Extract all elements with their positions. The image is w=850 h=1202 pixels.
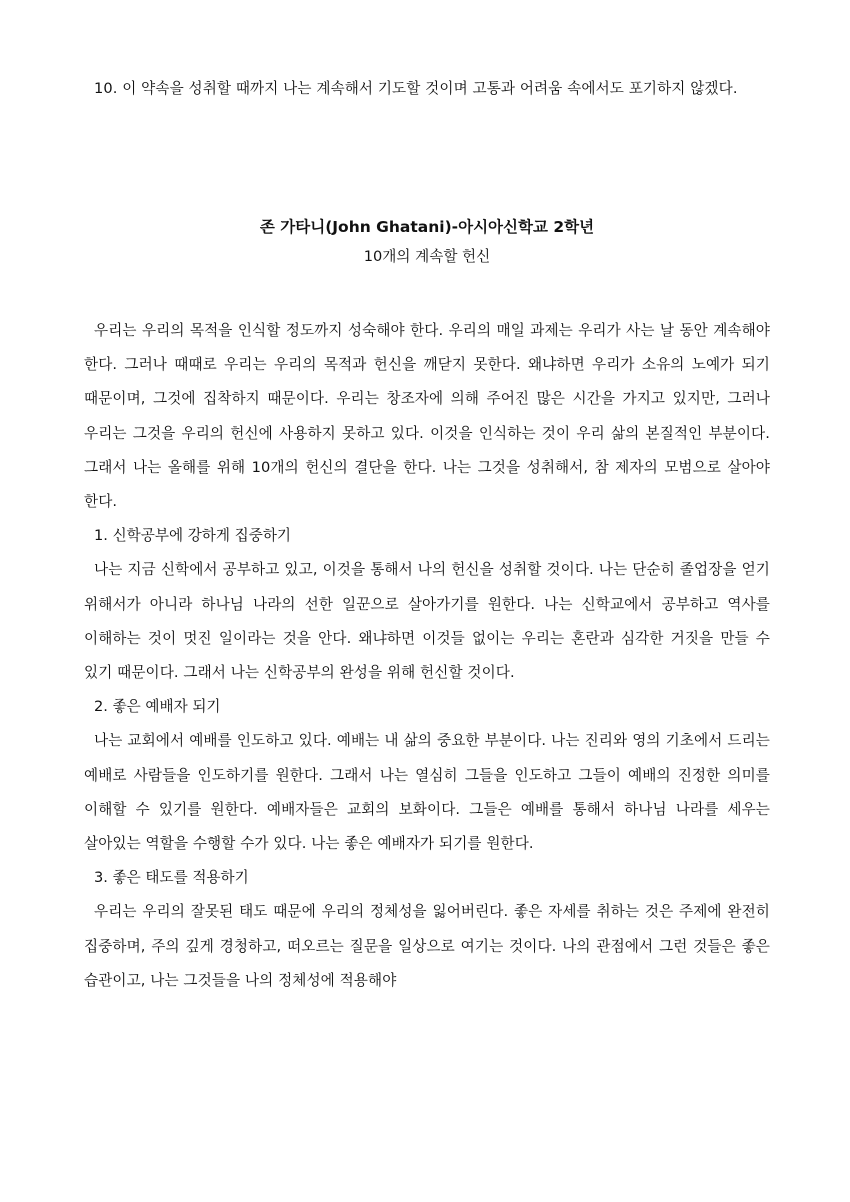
essay-header	[84, 212, 770, 272]
item-2-heading: 2. 좋은 예배자 되기	[94, 698, 221, 716]
item-3-text: 우리는 우리의 잘못된 태도 때문에 우리의 정체성을 잃어버린다. 좋은 자세를 취하는 것은 주제에 완전히 집중하며, 주의 깊게 경청하고, 떠오르는 질문을 일상으로 여기는 것이다. 나의 관점에서 그런 것들은 좋은 습관이고, 나는 그것들을 나의 정체성에 적용해야	[84, 903, 770, 989]
intro-paragraph: 우리는 우리의 목적을 인식할 정도까지 성숙해야 한다. 우리의 매일 과제는 우리가 사는 날 동안 계속해야 한다. 그러나 때때로 우리는 우리의 목적과 헌신을 깨닫지 못한다. 왜냐하면 우리가 소유의 노예가 되기 때문이며, 그것에 집착하지 때문이다. 우리는 창조자에 의해 주어진 많은 시간을 가지고 있지만, 그러나 우리는 그것을 우리의 헌신에 사용하지 못하고 있다. 이것을 인식하는 것이 우리 삶의 본질적인 부분이다. 그래서 나는 올해를 위해 10개의 헌신의 결단을 한다. 나는 그것을 성취해서, 참 제자의 모범으로 살아야 한다.	[84, 322, 770, 511]
item-1-heading: 1. 신학공부에 강하게 집중하기	[94, 527, 292, 545]
closing-commitment	[84, 72, 770, 106]
commitment-10-paragraph: 10. 이 약속을 성취할 때까지 나는 계속해서 기도할 것이며 고통과 어려움 속에서도 포기하지 않겠다.	[94, 80, 738, 97]
item-3-heading: 3. 좋은 태도를 적용하기	[94, 869, 249, 887]
item-2-text: 나는 교회에서 예배를 인도하고 있다. 예배는 내 삶의 중요한 부분이다. 나는 진리와 영의 기초에서 드리는 예배로 사람들을 인도하기를 원한다. 그래서 나는 열심히 그들을 인도하고 그들이 예배의 진정한 의미를 이해할 수 있기를 원한다. 예배자들은 교회의 보화이다. 그들은 예배를 통해서 하나님 나라를 세우는 살아있는 역할을 수행할 수가 있다. 나는 좋은 예배자가 되기를 원한다.	[84, 732, 770, 853]
essay-title: 존 가타니(John Ghatani)-아시아신학교 2학년	[259, 218, 595, 236]
essay-body	[84, 314, 770, 998]
item-1-text: 나는 지금 신학에서 공부하고 있고, 이것을 통해서 나의 헌신을 성취할 것이다. 나는 단순히 졸업장을 얻기 위해서가 아니라 하나님 나라의 선한 일꾼으로 살아가기를 원한다. 나는 신학교에서 공부하고 역사를 이해하는 것이 멋진 일이라는 것을 안다. 왜냐하면 이것들 없이는 우리는 혼란과 심각한 거짓을 만들 수 있기 때문이다. 그래서 나는 신학공부의 완성을 위해 헌신할 것이다.	[84, 561, 770, 682]
essay-subtitle: 10개의 계속할 헌신	[363, 248, 491, 265]
